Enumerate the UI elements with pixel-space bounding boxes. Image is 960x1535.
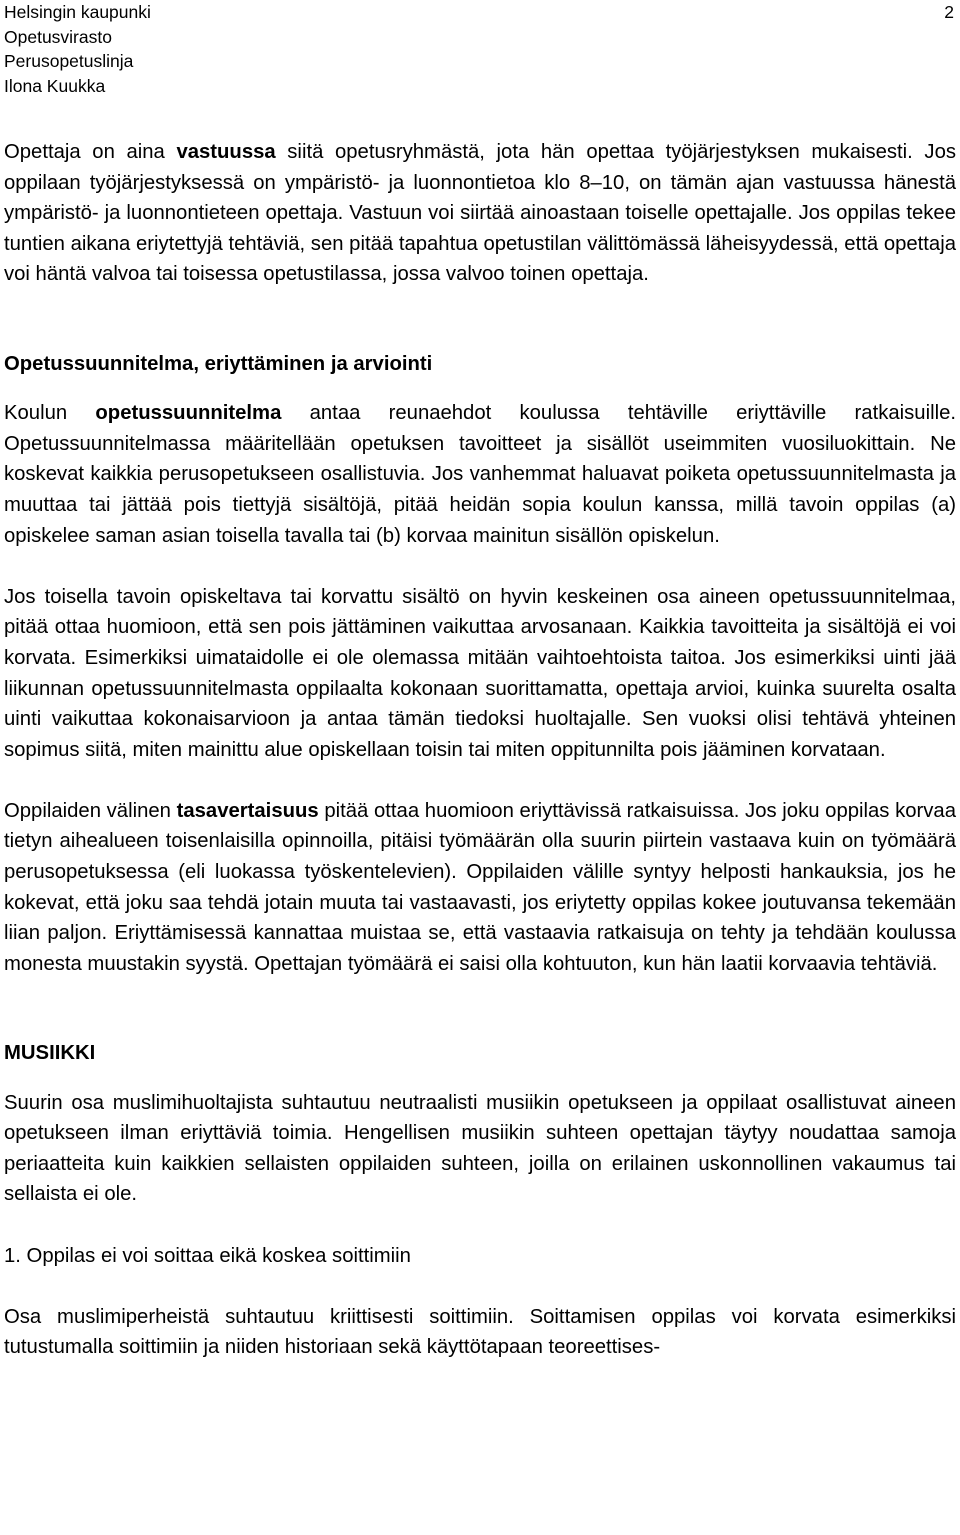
list-item-instruments: 1. Oppilas ei voi soittaa eikä koskea soittimiin bbox=[4, 1244, 411, 1267]
paragraph-text: siitä opetusryhmästä, jota hän opettaa työjärjestyksen mukaisesti. Jos oppilaan työjärjestyksessä on ympäristö- ja luonnontietoa klo 8–10, on tämän ajan vastuussa hänestä ympäristö- ja luonnontieteen opettaja. Vastuun voi siirtää ainoastaan toiselle opettajalle. Jos oppilas tekee tuntien aikana eriytettyjä tehtäviä, sen pitää tapahtua opetustilan välittömässä läheisyydessä, että opettaja voi häntä valvoa tai toisessa opetustilassa, jossa valvoo toinen opettaja. bbox=[4, 141, 956, 286]
section-heading-curriculum: Opetussuunnitelma, eriyttäminen ja arviointi bbox=[4, 352, 433, 375]
paragraph-text: Koulun bbox=[4, 402, 96, 425]
header-city: Helsingin kaupunki bbox=[4, 2, 151, 22]
emphasis-opetussuunnitelma: opetussuunnitelma bbox=[95, 402, 282, 425]
paragraph-curriculum bbox=[4, 398, 956, 551]
section-heading-music: MUSIIKKI bbox=[4, 1042, 96, 1065]
paragraph-core-content: Jos toisella tavoin opiskeltava tai korvattu sisältö on hyvin keskeinen osa aineen opetussuunnitelmaa, pitää ottaa huomioon, että sen pois jättäminen vaikuttaa arvosanaan. Kaikkia tavoitteita ja sisältöjä ei voi korvata. Esimerkiksi uimataidolle ei ole olemassa mitään vaihtoehtoista taitoa. Jos esimerkiksi uinti jää liikunnan opetussuunnitelmasta oppilaalta kokonaan suorittamatta, opettaja arvioi, kuinka suurelta osalta uinti vaikuttaa kokonaisarvioon ja antaa tämän tiedoksi huoltajalle. Sen vuoksi olisi tehtävä yhteinen sopimus siitä, miten mainittu alue opiskellaan toisin tai miten oppitunnilta pois jääminen korvataan. bbox=[4, 585, 956, 761]
paragraph-instruments: Osa muslimiperheistä suhtautuu kriittisesti soittimiin. Soittamisen oppilas voi korvata esimerkiksi tutustumalla soittimiin ja niiden historiaan sekä käyttötapaan teoreettises- bbox=[4, 1305, 956, 1359]
emphasis-vastuussa: vastuussa bbox=[176, 141, 276, 163]
document-body bbox=[4, 137, 956, 1363]
paragraph-equality bbox=[4, 796, 956, 980]
paragraph-text: antaa reunaehdot koulussa tehtäville eriyttäville ratkaisuille. Opetussuunnitelmassa määritellään opetuksen tavoitteet ja sisällöt useimmiten vuosiluokittain. Ne koskevat kaikkia perusopetukseen osallistuvia. Jos vanhemmat haluavat poiketa opetussuunnitelmasta ja muuttaa tai jättää pois tiettyjä sisältöjä, pitää heidän sopia koulun kanssa, millä tavoin oppilas (a) opiskelee saman asian toisella tavalla tai (b) korvaa mainitun sisällön opiskelun. bbox=[4, 402, 956, 547]
header-division: Perusopetuslinja bbox=[4, 51, 134, 71]
paragraph-music-intro: Suurin osa muslimihuoltajista suhtautuu neutraalisti musiikin opetukseen ja oppilaat osallistuvat aineen opetukseen ilman eriyttäviä toimia. Hengellisen musiikin suhteen opettajan täytyy noudattaa samoja periaatteita kuin kaikkien sellaisten oppilaiden suhteen, joilla on erilainen uskonnollinen vakaumus tai sellaista ei ole. bbox=[4, 1091, 956, 1206]
header-department: Opetusvirasto bbox=[4, 26, 112, 47]
header-author: Ilona Kuukka bbox=[4, 75, 106, 96]
page-number: 2 bbox=[944, 2, 954, 22]
emphasis-tasavertaisuus: tasavertaisuus bbox=[176, 799, 319, 822]
paragraph-responsibility bbox=[4, 137, 956, 290]
paragraph-text: Oppilaiden välinen bbox=[4, 799, 177, 822]
document-header bbox=[4, 0, 151, 98]
paragraph-text: Opettaja on aina bbox=[4, 141, 177, 163]
paragraph-text: pitää ottaa huomioon eriyttävissä ratkaisuissa. Jos joku oppilas korvaa tietyn aihealueen toisenlaisilla opinnoilla, pitäisi työmäärän olla suurin piirtein vastaava kuin on työmäärä perusopetuksessa (eli luokassa työskentelevien). Oppilaiden välille syntyy helposti hankauksia, jos he kokevat, että joku saa tehdä jotain muuta tai vastaavasti, jos eriytetty oppilas kokee joutuvansa tekemään liian paljon. Eriyttämisessä kannattaa muistaa se, että vastaavia ratkaisuja on tehty ja tehdään koulussa monesta muustakin syystä. Opettajan työmäärä ei saisi olla kohtuuton, kun hän laatii korvaavia tehtäviä. bbox=[4, 799, 956, 975]
